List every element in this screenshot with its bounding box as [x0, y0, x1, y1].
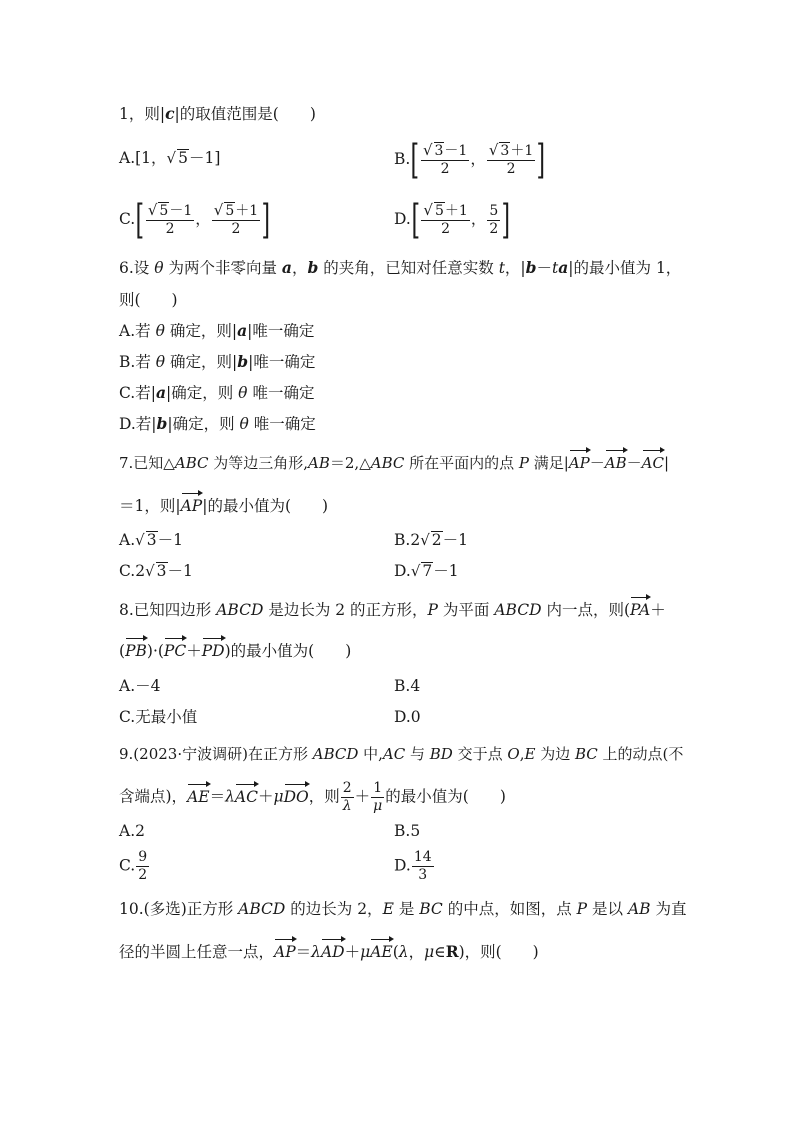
- q7-option-d: D.√ 7－1: [394, 562, 459, 580]
- q7-stem-line2: ＝1，则|AP|的最小值为( ): [119, 494, 328, 516]
- q9-stem-line1: 9.(2023·宁波调研)在正方形 ABCD 中,AC 与 BD 交于点 O,E 为边 BC 上的动点(不: [119, 745, 684, 763]
- q9-option-d: D. $\frac{14}{3}$: [394, 849, 432, 883]
- q6-option-b: B.若 θ 确定，则|b|唯一确定: [119, 352, 316, 371]
- q8-option-c: C.无最小值: [119, 708, 198, 726]
- q7-stem-line1: 7.已知△ABC 为等边三角形,AB＝2,△ABC 所在平面内的点 P 满足|AP－AB－AC|: [119, 451, 669, 473]
- q6-stem-line1: 6.设 θ 为两个非零向量 a，b 的夹角，已知对任意实数 t，|b－ta|的最小值为 1，: [119, 258, 682, 277]
- q9-option-c: C. $\frac{9}{2}$: [119, 849, 148, 883]
- q6-option-a: A.若 θ 确定，则|a|唯一确定: [119, 321, 315, 340]
- q5-stem: 1，则|c|的取值范围是( ): [119, 104, 316, 123]
- q10-stem-line1: 10.(多选)正方形 ABCD 的边长为 2，E 是 BC 的中点，如图，点 P 是以 AB 为直: [119, 900, 687, 918]
- q8-option-a: A.－4: [119, 677, 161, 695]
- q5-option-a: A.[1，√ 5－1]: [119, 149, 221, 167]
- q8-option-b: B.4: [394, 677, 421, 695]
- q6-option-d: D.若|b|确定，则 θ 唯一确定: [119, 414, 316, 433]
- q7-option-c: C.2√ 3－1: [119, 562, 193, 580]
- q8-option-d: D.0: [394, 708, 421, 726]
- q6-stem-line2: 则( ): [119, 291, 178, 309]
- q9-option-a: A.2: [119, 822, 145, 840]
- q9-stem-line2: 含端点)，AE＝λAC＋μDO，则 $\frac{2}{\lambda}$ ＋ $\frac{1}{\mu}$ 的最小值为( ): [119, 780, 506, 814]
- q5-option-b: B.[ $\frac{√ 3-1}{2}$ ， $\frac{√ 3+1}{2}$ ]: [394, 137, 546, 183]
- q5-option-d: D.[ $\frac{√ 5+1}{2}$ ， $\frac{5}{2}$ ]: [394, 197, 511, 243]
- q8-stem-line1: 8.已知四边形 ABCD 是边长为 2 的正方形，P 为平面 ABCD 内一点，则(PA＋: [119, 598, 666, 620]
- q7-option-b: B.2√ 2－1: [394, 531, 468, 549]
- q7-option-a: A.√ 3－1: [119, 531, 183, 549]
- q6-option-c: C.若|a|确定，则 θ 唯一确定: [119, 383, 315, 402]
- q5-option-c: C.[ $\frac{√ 5-1}{2}$ ， $\frac{√ 5+1}{2}$ ]: [119, 197, 271, 243]
- q10-stem-line2: 径的半圆上任意一点，AP＝λAD＋μAE(λ，μ∈R)，则( ): [119, 942, 539, 961]
- q9-option-b: B.5: [394, 822, 421, 840]
- q8-stem-line2: (PB)·(PC＋PD)的最小值为( ): [119, 639, 351, 661]
